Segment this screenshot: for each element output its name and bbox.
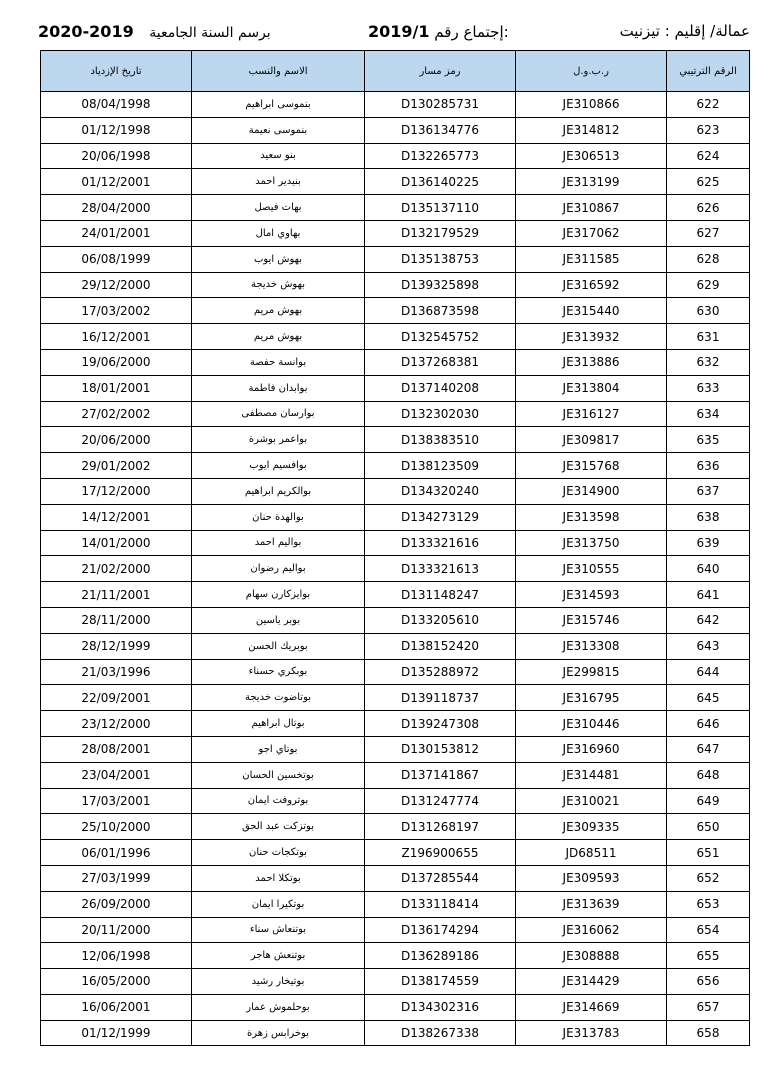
massar-cell: D137141867: [365, 762, 516, 788]
number-cell: 629: [667, 272, 750, 298]
number-cell: 645: [667, 685, 750, 711]
massar-cell: D132545752: [365, 324, 516, 350]
number-cell: 624: [667, 143, 750, 169]
table-row: [41, 375, 750, 401]
cne-cell: JE310867: [516, 195, 667, 221]
cne-cell: JE313639: [516, 891, 667, 917]
cne-cell: JE314429: [516, 969, 667, 995]
name-cell: بوانسة حفصة: [192, 349, 365, 375]
name-cell: بواليم رضوان: [192, 556, 365, 582]
number-cell: 648: [667, 762, 750, 788]
name-cell: بوتنعش هاجر: [192, 943, 365, 969]
name-cell: بوخرابس زهرة: [192, 1020, 365, 1046]
table-row: [41, 272, 750, 298]
table-row: [41, 943, 750, 969]
cne-cell: JE315440: [516, 298, 667, 324]
table-row: [41, 607, 750, 633]
birth-date-cell: 24/01/2001: [41, 220, 192, 246]
cne-cell: JE316795: [516, 685, 667, 711]
col-header-number: الرقم الترتيبي: [667, 51, 750, 92]
region-label: عمالة/ إقليم : تيزنيت: [619, 22, 750, 40]
birth-date-cell: 12/06/1998: [41, 943, 192, 969]
birth-date-cell: 14/01/2000: [41, 530, 192, 556]
name-cell: بوتنعاش سناء: [192, 917, 365, 943]
massar-cell: D131247774: [365, 788, 516, 814]
massar-cell: D139118737: [365, 685, 516, 711]
birth-date-cell: 21/11/2001: [41, 582, 192, 608]
massar-cell: D137285544: [365, 865, 516, 891]
number-cell: 639: [667, 530, 750, 556]
name-cell: بوتيخار رشيد: [192, 969, 365, 995]
birth-date-cell: 16/12/2001: [41, 324, 192, 350]
massar-cell: D136140225: [365, 169, 516, 195]
birth-date-cell: 17/03/2001: [41, 788, 192, 814]
massar-cell: D138383510: [365, 427, 516, 453]
table-row: [41, 582, 750, 608]
number-cell: 637: [667, 478, 750, 504]
birth-date-cell: 01/12/1998: [41, 117, 192, 143]
name-cell: بوايزكارن سهام: [192, 582, 365, 608]
birth-date-cell: 23/04/2001: [41, 762, 192, 788]
number-cell: 628: [667, 246, 750, 272]
massar-cell: D134302316: [365, 994, 516, 1020]
number-cell: 636: [667, 453, 750, 479]
cne-cell: JE306513: [516, 143, 667, 169]
table-row: [41, 685, 750, 711]
name-cell: بوبكري حسناء: [192, 659, 365, 685]
name-cell: بوتكلا احمد: [192, 865, 365, 891]
massar-cell: D131148247: [365, 582, 516, 608]
academic-year-label: برسم السنة الجامعية: [149, 25, 271, 41]
massar-cell: D136289186: [365, 943, 516, 969]
birth-date-cell: 14/12/2001: [41, 504, 192, 530]
cne-cell: JE314481: [516, 762, 667, 788]
cne-cell: JE310866: [516, 92, 667, 118]
col-header-cne: ر.ب.و.ل: [516, 51, 667, 92]
massar-cell: D132302030: [365, 401, 516, 427]
table-body: [41, 92, 750, 1046]
name-cell: بوالهدة حنان: [192, 504, 365, 530]
number-cell: 649: [667, 788, 750, 814]
number-cell: 640: [667, 556, 750, 582]
number-cell: 622: [667, 92, 750, 118]
table-row: [41, 865, 750, 891]
table-row: [41, 633, 750, 659]
number-cell: 647: [667, 736, 750, 762]
massar-cell: D134320240: [365, 478, 516, 504]
table-row: [41, 891, 750, 917]
massar-cell: D130285731: [365, 92, 516, 118]
academic-year: [38, 22, 271, 41]
massar-cell: D137268381: [365, 349, 516, 375]
birth-date-cell: 20/06/2000: [41, 427, 192, 453]
cne-cell: JE315768: [516, 453, 667, 479]
number-cell: 650: [667, 814, 750, 840]
table-row: [41, 762, 750, 788]
table-row: [41, 504, 750, 530]
birth-date-cell: 21/02/2000: [41, 556, 192, 582]
number-cell: 657: [667, 994, 750, 1020]
name-cell: بهوش خديجة: [192, 272, 365, 298]
massar-cell: D135137110: [365, 195, 516, 221]
document-header: [38, 22, 750, 46]
name-cell: بهوش مريم: [192, 324, 365, 350]
birth-date-cell: 22/09/2001: [41, 685, 192, 711]
cne-cell: JE316960: [516, 736, 667, 762]
name-cell: بوافسيم ايوب: [192, 453, 365, 479]
table-header-row: [41, 51, 750, 92]
cne-cell: JE313783: [516, 1020, 667, 1046]
cne-cell: JE313598: [516, 504, 667, 530]
table-row: [41, 143, 750, 169]
table-row: [41, 324, 750, 350]
massar-cell: D137140208: [365, 375, 516, 401]
cne-cell: JE313308: [516, 633, 667, 659]
birth-date-cell: 25/10/2000: [41, 814, 192, 840]
table-row: [41, 994, 750, 1020]
number-cell: 633: [667, 375, 750, 401]
name-cell: بنيدير احمد: [192, 169, 365, 195]
massar-cell: D132179529: [365, 220, 516, 246]
cne-cell: JE310446: [516, 711, 667, 737]
birth-date-cell: 28/12/1999: [41, 633, 192, 659]
number-cell: 651: [667, 840, 750, 866]
massar-cell: D130153812: [365, 736, 516, 762]
table-row: [41, 736, 750, 762]
name-cell: بواعمر بوشرة: [192, 427, 365, 453]
table-row: [41, 556, 750, 582]
massar-cell: D132265773: [365, 143, 516, 169]
massar-cell: D138152420: [365, 633, 516, 659]
birth-date-cell: 20/11/2000: [41, 917, 192, 943]
name-cell: بهات فيصل: [192, 195, 365, 221]
number-cell: 646: [667, 711, 750, 737]
cne-cell: JE314900: [516, 478, 667, 504]
name-cell: بوحلموش عمار: [192, 994, 365, 1020]
massar-cell: Z196900655: [365, 840, 516, 866]
massar-cell: D133118414: [365, 891, 516, 917]
table-row: [41, 530, 750, 556]
meeting-info: [368, 22, 509, 41]
birth-date-cell: 26/09/2000: [41, 891, 192, 917]
cne-cell: JE313199: [516, 169, 667, 195]
name-cell: بوتزكت عبد الحق: [192, 814, 365, 840]
number-cell: 634: [667, 401, 750, 427]
birth-date-cell: 27/02/2002: [41, 401, 192, 427]
col-header-name: الاسم والنسب: [192, 51, 365, 92]
col-header-massar: رمز مسار: [365, 51, 516, 92]
cne-cell: JE309335: [516, 814, 667, 840]
cne-cell: JE313750: [516, 530, 667, 556]
cne-cell: JE299815: [516, 659, 667, 685]
number-cell: 632: [667, 349, 750, 375]
massar-cell: D133205610: [365, 607, 516, 633]
birth-date-cell: 28/04/2000: [41, 195, 192, 221]
table-row: [41, 917, 750, 943]
massar-cell: D136174294: [365, 917, 516, 943]
birth-date-cell: 29/01/2002: [41, 453, 192, 479]
cne-cell: JE317062: [516, 220, 667, 246]
massar-cell: D133321613: [365, 556, 516, 582]
number-cell: 654: [667, 917, 750, 943]
massar-cell: D138123509: [365, 453, 516, 479]
name-cell: بنموسى ابراهيم: [192, 92, 365, 118]
name-cell: بوبريك الحسن: [192, 633, 365, 659]
cne-cell: JE310021: [516, 788, 667, 814]
cne-cell: JE313804: [516, 375, 667, 401]
table-row: [41, 298, 750, 324]
birth-date-cell: 16/06/2001: [41, 994, 192, 1020]
cne-cell: JE315746: [516, 607, 667, 633]
birth-date-cell: 23/12/2000: [41, 711, 192, 737]
students-table: [40, 50, 750, 1046]
number-cell: 642: [667, 607, 750, 633]
cne-cell: JE314593: [516, 582, 667, 608]
cne-cell: JE310555: [516, 556, 667, 582]
meeting-number: 2019/1: [368, 22, 430, 41]
table-row: [41, 169, 750, 195]
massar-cell: D133321616: [365, 530, 516, 556]
name-cell: بنموسى نعيمة: [192, 117, 365, 143]
name-cell: بهوش ايوب: [192, 246, 365, 272]
table-row: [41, 711, 750, 737]
number-cell: 626: [667, 195, 750, 221]
meeting-label: إجتماع رقم:: [434, 23, 509, 41]
table-row: [41, 427, 750, 453]
name-cell: بواليم احمد: [192, 530, 365, 556]
birth-date-cell: 01/12/2001: [41, 169, 192, 195]
number-cell: 625: [667, 169, 750, 195]
name-cell: بوارسان مصطفى: [192, 401, 365, 427]
massar-cell: D138174559: [365, 969, 516, 995]
table-row: [41, 349, 750, 375]
cne-cell: JE311585: [516, 246, 667, 272]
name-cell: بوتروفت ايمان: [192, 788, 365, 814]
birth-date-cell: 08/04/1998: [41, 92, 192, 118]
cne-cell: JE316592: [516, 272, 667, 298]
birth-date-cell: 01/12/1999: [41, 1020, 192, 1046]
number-cell: 653: [667, 891, 750, 917]
birth-date-cell: 19/06/2000: [41, 349, 192, 375]
name-cell: بوتال ابراهيم: [192, 711, 365, 737]
table-row: [41, 246, 750, 272]
name-cell: بنو سعيد: [192, 143, 365, 169]
number-cell: 623: [667, 117, 750, 143]
table-row: [41, 659, 750, 685]
cne-cell: JE314812: [516, 117, 667, 143]
name-cell: بوالكريم ابراهيم: [192, 478, 365, 504]
cne-cell: JE313886: [516, 349, 667, 375]
birth-date-cell: 17/03/2002: [41, 298, 192, 324]
birth-date-cell: 27/03/1999: [41, 865, 192, 891]
name-cell: بوابدان فاطمة: [192, 375, 365, 401]
birth-date-cell: 16/05/2000: [41, 969, 192, 995]
cne-cell: JE308888: [516, 943, 667, 969]
birth-date-cell: 20/06/1998: [41, 143, 192, 169]
massar-cell: D131268197: [365, 814, 516, 840]
table-row: [41, 401, 750, 427]
birth-date-cell: 28/11/2000: [41, 607, 192, 633]
birth-date-cell: 06/01/1996: [41, 840, 192, 866]
cne-cell: JD68511: [516, 840, 667, 866]
massar-cell: D135138753: [365, 246, 516, 272]
name-cell: بوتكيرا ايمان: [192, 891, 365, 917]
number-cell: 652: [667, 865, 750, 891]
birth-date-cell: 28/08/2001: [41, 736, 192, 762]
massar-cell: D135288972: [365, 659, 516, 685]
massar-cell: D136134776: [365, 117, 516, 143]
number-cell: 643: [667, 633, 750, 659]
name-cell: بوتاي اجو: [192, 736, 365, 762]
cne-cell: JE309817: [516, 427, 667, 453]
number-cell: 641: [667, 582, 750, 608]
cne-cell: JE316062: [516, 917, 667, 943]
col-header-birth-date: تاريخ الإزدياد: [41, 51, 192, 92]
cne-cell: JE313932: [516, 324, 667, 350]
massar-cell: D139325898: [365, 272, 516, 298]
massar-cell: D134273129: [365, 504, 516, 530]
birth-date-cell: 21/03/1996: [41, 659, 192, 685]
table-row: [41, 840, 750, 866]
number-cell: 635: [667, 427, 750, 453]
massar-cell: D136873598: [365, 298, 516, 324]
name-cell: بهاوي امال: [192, 220, 365, 246]
massar-cell: D139247308: [365, 711, 516, 737]
table-row: [41, 1020, 750, 1046]
table-row: [41, 220, 750, 246]
massar-cell: D138267338: [365, 1020, 516, 1046]
number-cell: 630: [667, 298, 750, 324]
number-cell: 638: [667, 504, 750, 530]
name-cell: بوتكجات حنان: [192, 840, 365, 866]
birth-date-cell: 18/01/2001: [41, 375, 192, 401]
table-row: [41, 969, 750, 995]
table-row: [41, 92, 750, 118]
number-cell: 658: [667, 1020, 750, 1046]
table-row: [41, 117, 750, 143]
name-cell: بوبر ياسين: [192, 607, 365, 633]
name-cell: بهوش مريم: [192, 298, 365, 324]
table-row: [41, 195, 750, 221]
cne-cell: JE316127: [516, 401, 667, 427]
cne-cell: JE314669: [516, 994, 667, 1020]
name-cell: بوتخسين الحسان: [192, 762, 365, 788]
academic-year-value: 2020-2019: [38, 22, 134, 41]
table-row: [41, 788, 750, 814]
number-cell: 655: [667, 943, 750, 969]
birth-date-cell: 06/08/1999: [41, 246, 192, 272]
cne-cell: JE309593: [516, 865, 667, 891]
table-row: [41, 478, 750, 504]
table-row: [41, 453, 750, 479]
number-cell: 644: [667, 659, 750, 685]
number-cell: 656: [667, 969, 750, 995]
name-cell: بوتاضوت خديجة: [192, 685, 365, 711]
table-row: [41, 814, 750, 840]
birth-date-cell: 17/12/2000: [41, 478, 192, 504]
birth-date-cell: 29/12/2000: [41, 272, 192, 298]
number-cell: 631: [667, 324, 750, 350]
number-cell: 627: [667, 220, 750, 246]
